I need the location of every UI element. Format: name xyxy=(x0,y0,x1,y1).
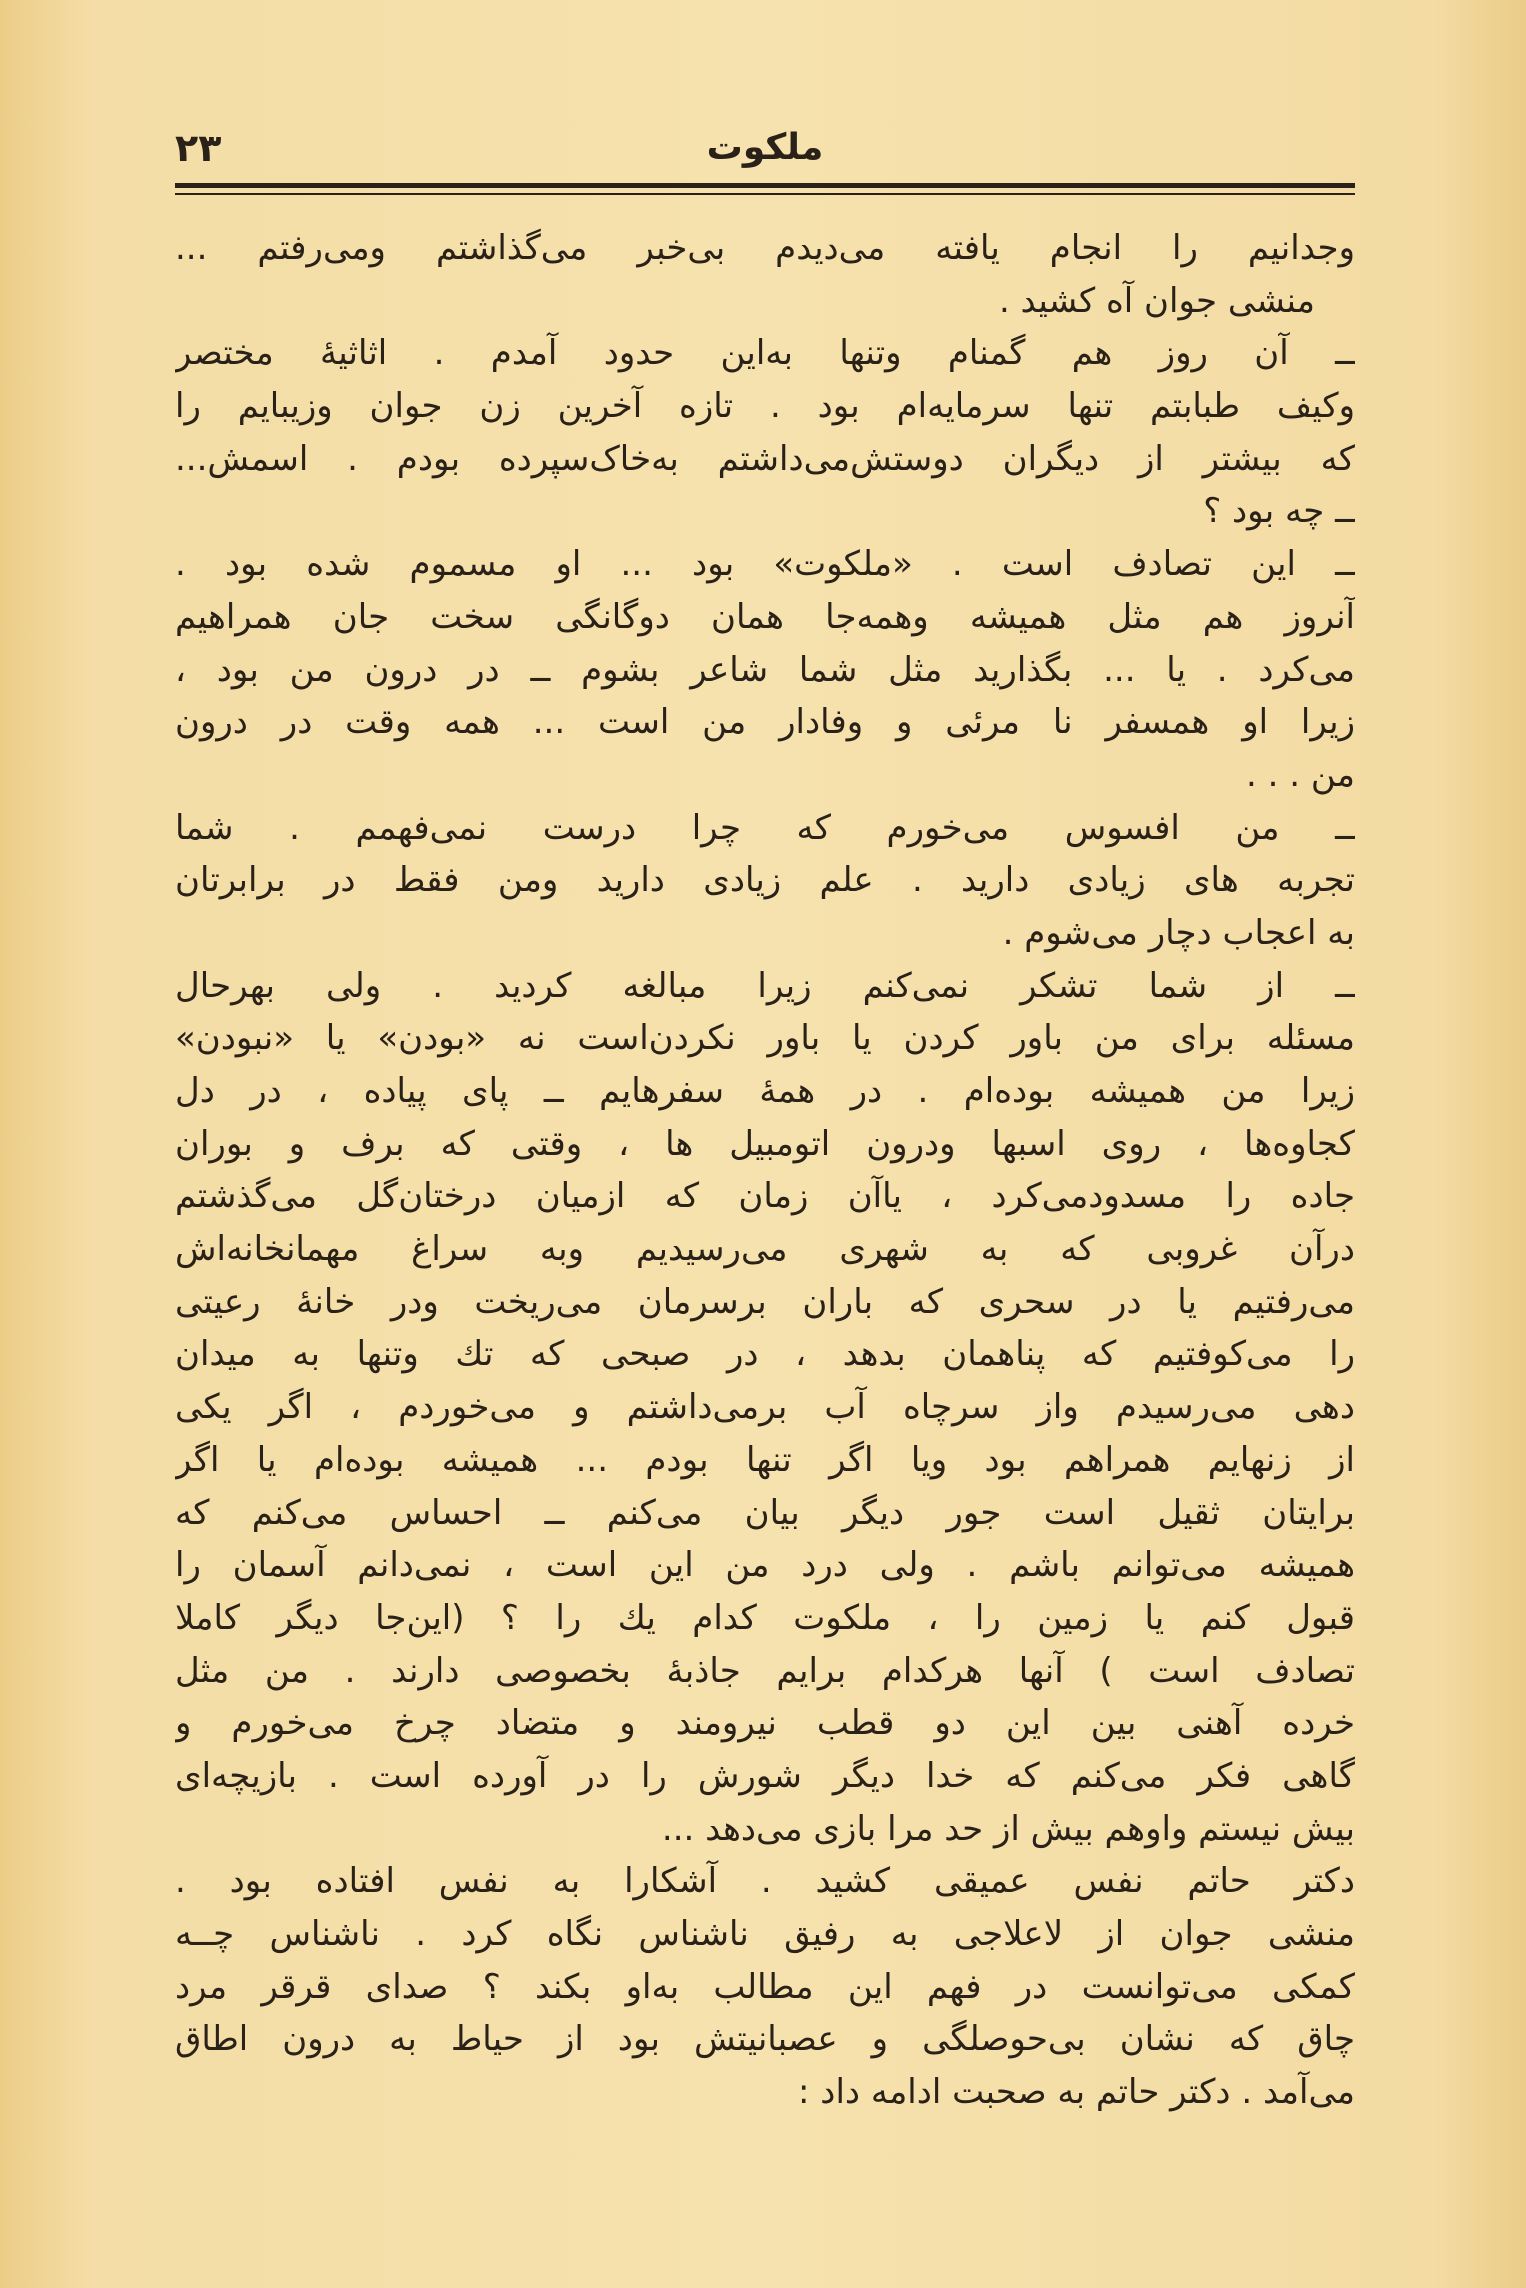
text-line: وکیف طبابتم تنها سرمایه‌ام بود . تازه آخرین زن جوان وزیبایم را xyxy=(175,386,1355,427)
running-title: ملکوت xyxy=(706,127,824,168)
text-line: بیش نیستم واوهم بیش از حد مرا بازی می‌دهد ... xyxy=(661,1808,1355,1849)
text-line: چاق که نشان بی‌حوصلگی و عصبانیتش بود از حیاط به درون اطاق xyxy=(175,2019,1355,2060)
text-line: تصادف است ) آنها هرکدام برایم جاذبهٔ بخصوصی دارند . من مثل xyxy=(175,1650,1355,1691)
text-line: از زنهایم همراهم بود ویا اگر تنها بودم ... همیشه بوده‌ام یا اگر xyxy=(175,1439,1355,1480)
text-line: دهی می‌رسیدم واز سرچاه آب برمی‌داشتم و می‌خوردم ، اگر یکی xyxy=(175,1387,1355,1428)
text-line: گاهی فکر می‌کنم که خدا دیگر شورش را در آورده است . بازیچه‌ای xyxy=(175,1755,1355,1796)
page-number: ۲۳ xyxy=(175,126,222,170)
text-line: ــ آن روز هم گمنام وتنها به‌این حدود آمدم . اثاثیهٔ مختصر xyxy=(175,333,1355,374)
text-line: کمکی می‌توانست در فهم این مطالب به‌او بکند ؟ صدای قرقر مرد xyxy=(175,1966,1355,2007)
text-line: برایتان ثقیل است جور دیگر بیان می‌کنم ــ احساس می‌کنم که xyxy=(175,1492,1355,1533)
text-line: به اعجاب دچار می‌شوم . xyxy=(1002,912,1355,953)
text-line: خرده آهنی بین این دو قطب نیرومند و متضاد چرخ می‌خورم و xyxy=(175,1703,1355,1744)
text-line: دکتر حاتم نفس عمیقی کشید . آشکارا به نفس افتاده بود . xyxy=(175,1861,1355,1902)
text-line: همیشه می‌توانم باشم . ولی درد من این است ، نمی‌دانم آسمان را xyxy=(175,1545,1355,1586)
text-line: زیرا او همسفر نا مرئی و وفادار من است ... همه وقت در درون xyxy=(175,702,1355,743)
text-line: آنروز هم مثل همیشه وهمه‌جا همان دوگانگی سخت جان همراهیم xyxy=(175,596,1355,637)
text-line: می‌رفتیم یا در سحری که باران برسرمان می‌ریخت ودر خانهٔ رعیتی xyxy=(175,1281,1355,1322)
text-line: ــ این تصادف است . «ملکوت» بود ... او مسموم شده بود . xyxy=(175,544,1355,585)
text-line: ــ من افسوس می‌خورم که چرا درست نمی‌فهمم . شما xyxy=(175,807,1355,848)
text-line: ــ از شما تشکر نمی‌کنم زیرا مبالغه کردید . ولی بهرحال xyxy=(175,965,1355,1006)
text-line: که بیشتر از دیگران دوستش‌می‌داشتم به‌خاک‌سپرده بودم . اسمش... xyxy=(175,438,1355,479)
page-header xyxy=(175,118,1355,178)
text-line: درآن غروبی که به شهری می‌رسیدیم وبه سراغ مهمانخانه‌اش xyxy=(175,1229,1355,1270)
text-line: جاده را مسدودمی‌کرد ، یاآن زمان که ازمیان درختان‌گل می‌گذشتم xyxy=(175,1176,1355,1217)
text-line: زیرا من همیشه بوده‌ام . در همهٔ سفرهایم ــ پای پیاده ، در دل xyxy=(175,1071,1355,1111)
text-line: من . . . xyxy=(1246,754,1355,795)
text-line: کجاوه‌ها ، روی اسبها ودرون اتومبیل ها ، وقتی که برف و بوران xyxy=(175,1123,1355,1164)
body-text xyxy=(175,222,1355,2119)
text-line: مسئله برای من باور کردن یا باور نکردن‌است نه «بودن» یا «نبودن» xyxy=(175,1018,1355,1059)
header-rule-thick xyxy=(175,183,1355,188)
text-line: را می‌کوفتیم که پناهمان بدهد ، در صبحی که تك وتنها به میدان xyxy=(175,1334,1355,1375)
text-line: منشی جوان آه کشید . xyxy=(998,280,1315,321)
text-line: می‌آمد . دکتر حاتم به صحبت ادامه داد : xyxy=(798,2072,1355,2113)
text-line: می‌کرد . یا ... بگذارید مثل شما شاعر بشوم ــ در درون من بود ، xyxy=(175,649,1355,690)
text-line: قبول کنم یا زمین را ، ملکوت کدام یك را ؟ (این‌جا دیگر کاملا xyxy=(175,1597,1355,1638)
text-line: منشی جوان از لاعلاجی به رفیق ناشناس نگاه کرد . ناشناس چــه xyxy=(175,1914,1355,1954)
header-rule-thin xyxy=(175,193,1355,195)
text-line: تجربه های زیادی دارید . علم زیادی دارید ومن فقط در برابرتان xyxy=(175,860,1355,901)
text-line: ــ چه بود ؟ xyxy=(1203,491,1355,532)
text-line: وجدانیم را انجام یافته می‌دیدم بی‌خبر می‌گذاشتم ومی‌رفتم ... xyxy=(175,228,1355,268)
